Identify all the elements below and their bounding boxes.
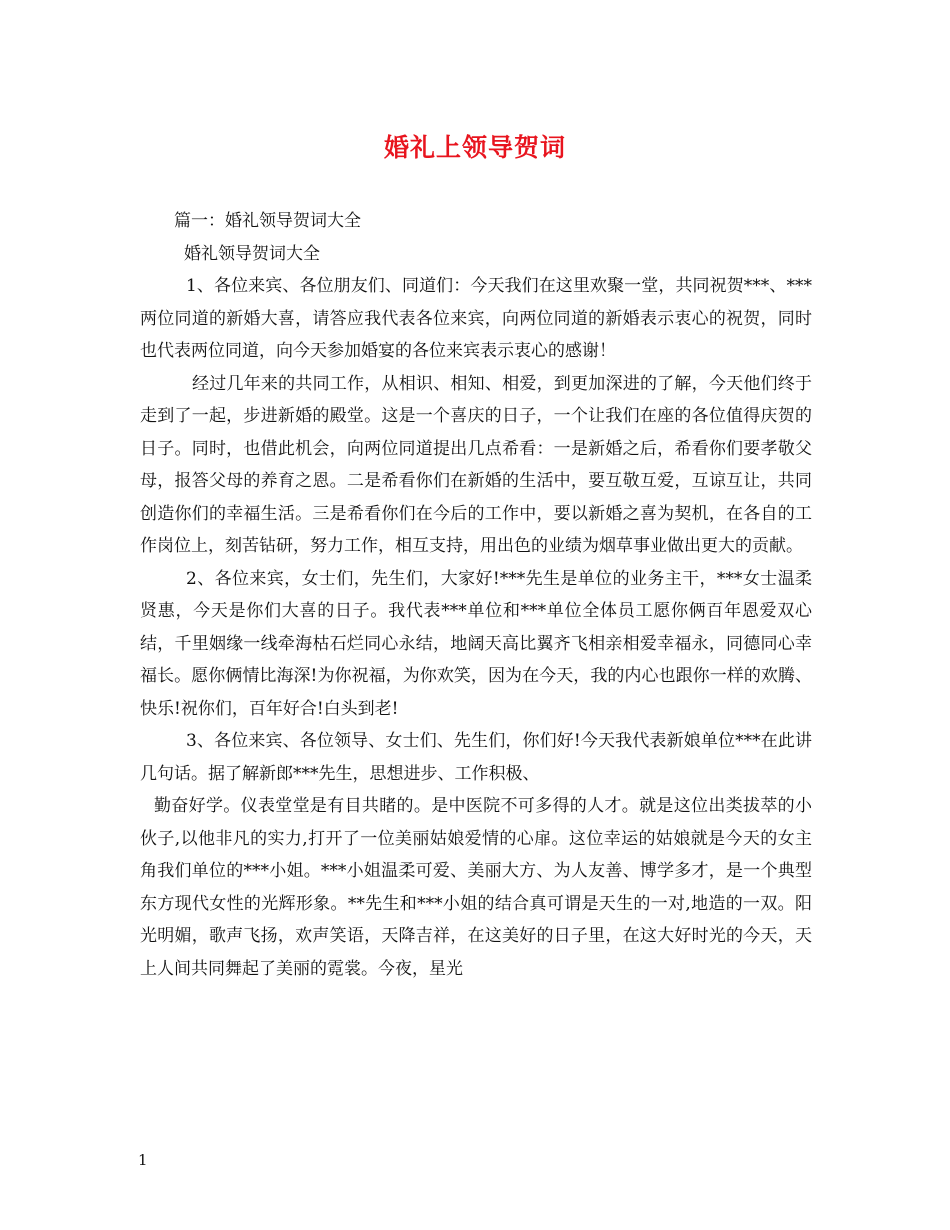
paragraph-4: 3、各位来宾、各位领导、女士们、先生们，你们好!今天我代表新娘单位***在此讲几句话。据了解新郎***先生，思想进步、工作积极、 <box>140 731 812 784</box>
paragraph-5: 勤奋好学。仪表堂堂是有目共睹的。是中医院不可多得的人才。就是这位出类拔萃的小伙子,以他非凡的实力,打开了一位美丽姑娘爱情的心扉。这位幸运的姑娘就是今天的女主角我们单位的***小姐。***小姐温柔可爱、美丽大方、为人友善、博学多才，是一个典型东方现代女性的光辉形象。**先生和***小姐的结合真可谓是天生的一对,地造的一双。阳光明媚，歌声飞扬，欢声笑语，天降吉祥，在这美好的日子里，在这大好时光的今天，天上人间共同舞起了美丽的霓裳。今夜，星光 <box>140 796 812 979</box>
document-title: 婚礼上领导贺词 <box>383 133 566 162</box>
section-heading: 篇一：婚礼领导贺词大全 <box>174 211 361 231</box>
document-body <box>140 205 812 985</box>
paragraph-1: 1、各位来宾、各位朋友们、同道们：今天我们在这里欢聚一堂，共同祝贺***、***两位同道的新婚大喜，请答应我代表各位来宾，向两位同道的新婚表示衷心的祝贺，同时也代表两位同道，向今天参加婚宴的各位来宾表示衷心的感谢！ <box>140 276 812 361</box>
paragraph-2: 经过几年来的共同工作，从相识、相知、相爱，到更加深进的了解，今天他们终于走到了一起，步进新婚的殿堂。这是一个喜庆的日子，一个让我们在座的各位值得庆贺的日子。同时，也借此机会，向两位同道提出几点希看：一是新婚之后，希看你们要孝敬父母，报答父母的养育之恩。二是希看你们在新婚的生活中，要互敬互爱，互谅互让，共同创造你们的幸福生活。三是希看你们在今后的工作中，要以新婚之喜为契机，在各自的工作岗位上，刻苦钻研，努力工作，相互支持，用出色的业绩为烟草事业做出更大的贡献。 <box>140 373 812 556</box>
page-number: 1 <box>138 1151 148 1169</box>
paragraph-3: 2、各位来宾，女士们，先生们，大家好!***先生是单位的业务主干，***女士温柔贤惠，今天是你们大喜的日子。我代表***单位和***单位全体员工愿你俩百年恩爱双心结，千里姻缘一线牵海枯石烂同心永结，地阔天高比翼齐飞相亲相爱幸福永，同德同心幸福长。愿你俩情比海深!为你祝福，为你欢笑，因为在今天，我的内心也跟你一样的欢腾、快乐!祝你们，百年好合!白头到老! <box>140 568 812 719</box>
subheading: 婚礼领导贺词大全 <box>184 243 320 264</box>
